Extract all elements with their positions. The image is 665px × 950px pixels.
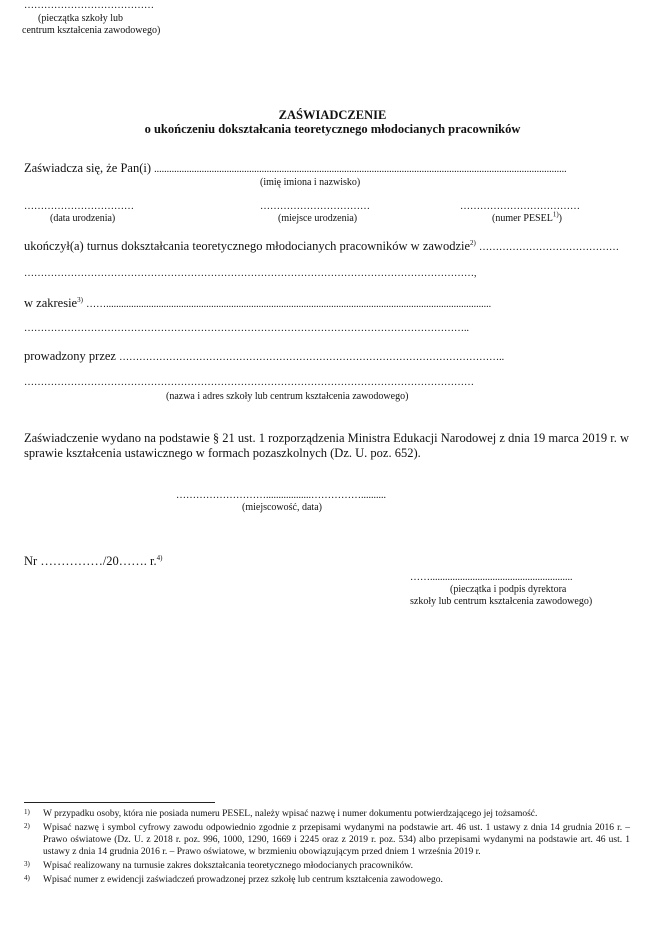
pesel-dots: ……………………………… <box>460 201 580 212</box>
stamp-caption-line1: (pieczątka szkoły lub <box>38 13 123 24</box>
certifies-dots: ..................................................................................................................................................................... <box>154 164 567 175</box>
certifies-label: Zaświadcza się, że Pan(i) <box>24 161 152 175</box>
scope-dots-line2: …………………………………………………………………………………………………………………….. <box>24 323 469 334</box>
birth-place-dots: …………………………… <box>260 201 370 212</box>
footnote-separator <box>24 802 215 803</box>
footnote-3: 3) Wpisać realizowany na turnusie zakres dokształcania teoretycznego młodocianych pracowników. <box>24 860 413 871</box>
place-date-dots: ………………………..................…………….......... <box>176 490 386 501</box>
document-subtitle: o ukończeniu dokształcania teoretycznego młodocianych pracowników <box>144 122 521 136</box>
scope-label: w zakresie <box>24 296 78 310</box>
conducted-line <box>24 349 634 364</box>
footnote-4: 4) Wpisać numer z ewidencji zaświadczeń prowadzonej przez szkołę lub centrum kształcenia zawodowego. <box>24 874 443 885</box>
footnotes <box>24 808 630 886</box>
scope-dots: …….......................................................................................................................................................... <box>86 299 492 310</box>
footnote-1: 1) W przypadku osoby, która nie posiada numeru PESEL, należy wpisać nazwę i numer dokumentu potwierdzającego jej tożsamość. <box>24 808 538 819</box>
birth-date-dots: …………………………… <box>24 201 134 212</box>
director-caption-line1: (pieczątka i podpis dyrektora <box>450 584 567 595</box>
document-title: ZAŚWIADCZENIE <box>278 108 387 122</box>
footnote-2: 2) Wpisać nazwę i symbol cyfrowy zawodu odpowiednio zgodnie z przepisami wydanymi na podstawie art. 46 ust. 1 ustawy z dnia 14 grudnia 2016 r. – Prawo oświatowe (Dz. U. z 2018 r. poz. 996, 1000, 1290, 1669 i 2245 oraz z 2019 r. poz. 534) albo przepisami wydanymi na podstawie art. 46 ust. 1 ustawy z dnia 14 grudnia 2016 r. – Prawo oświatowe, w brzmieniu obowiązującym przed dniem 1 września 2019 r. <box>24 822 630 857</box>
birth-date-caption: (data urodzenia) <box>50 213 116 224</box>
conducted-label: prowadzony przez <box>24 349 116 363</box>
stamp-caption-line2: centrum kształcenia zawodowego) <box>22 25 161 36</box>
scope-line: w zakresie$^{3)}$ …….......................................................................................................................................................... <box>24 296 492 310</box>
director-dots: ……......................................................... <box>410 572 573 583</box>
place-date-caption: (miejscowość, data) <box>242 502 322 513</box>
completed-label: ukończył(a) turnus dokształcania teoretycznego młodocianych pracowników w zawodzie <box>24 239 471 253</box>
name-caption: (imię imiona i nazwisko) <box>260 177 361 188</box>
birth-place-caption: (miejsce urodzenia) <box>278 213 358 224</box>
school-caption: (nazwa i adres szkoły lub centrum kształcenia zawodowego) <box>166 391 409 402</box>
director-caption-line2: szkoły lub centrum kształcenia zawodowego) <box>410 596 593 607</box>
conducted-dots-line2: ……………………………………………………………………………………………………………………… <box>24 377 474 388</box>
conducted-dots: …………………………………………………………………………………………………….. <box>119 352 505 363</box>
pesel-caption: (numer PESEL$^{1)}$) <box>492 210 563 224</box>
completed-line: ukończył(a) turnus dokształcania teoretycznego młodocianych pracowników w zawodzie$^{2)}$ …………………………………… <box>24 238 619 253</box>
certifies-line <box>24 161 634 176</box>
stamp-dots-top: ………………………………… <box>24 0 154 11</box>
legal-basis: Zaświadczenie wydano na podstawie § 21 ust. 1 rozporządzenia Ministra Edukacji Narodowej z dnia 19 marca 2019 r. w sprawie kształcenia ustawicznego w formach pozaszkolnych (Dz. U. poz. 652). <box>24 431 629 460</box>
certificate-number: Nr ……………/20……. r.$^{4)}$ <box>24 553 163 568</box>
completed-dots-line2: ………………………………………………………………………………………………………………………, <box>24 268 477 279</box>
completed-dots: …………………………………… <box>478 242 619 253</box>
